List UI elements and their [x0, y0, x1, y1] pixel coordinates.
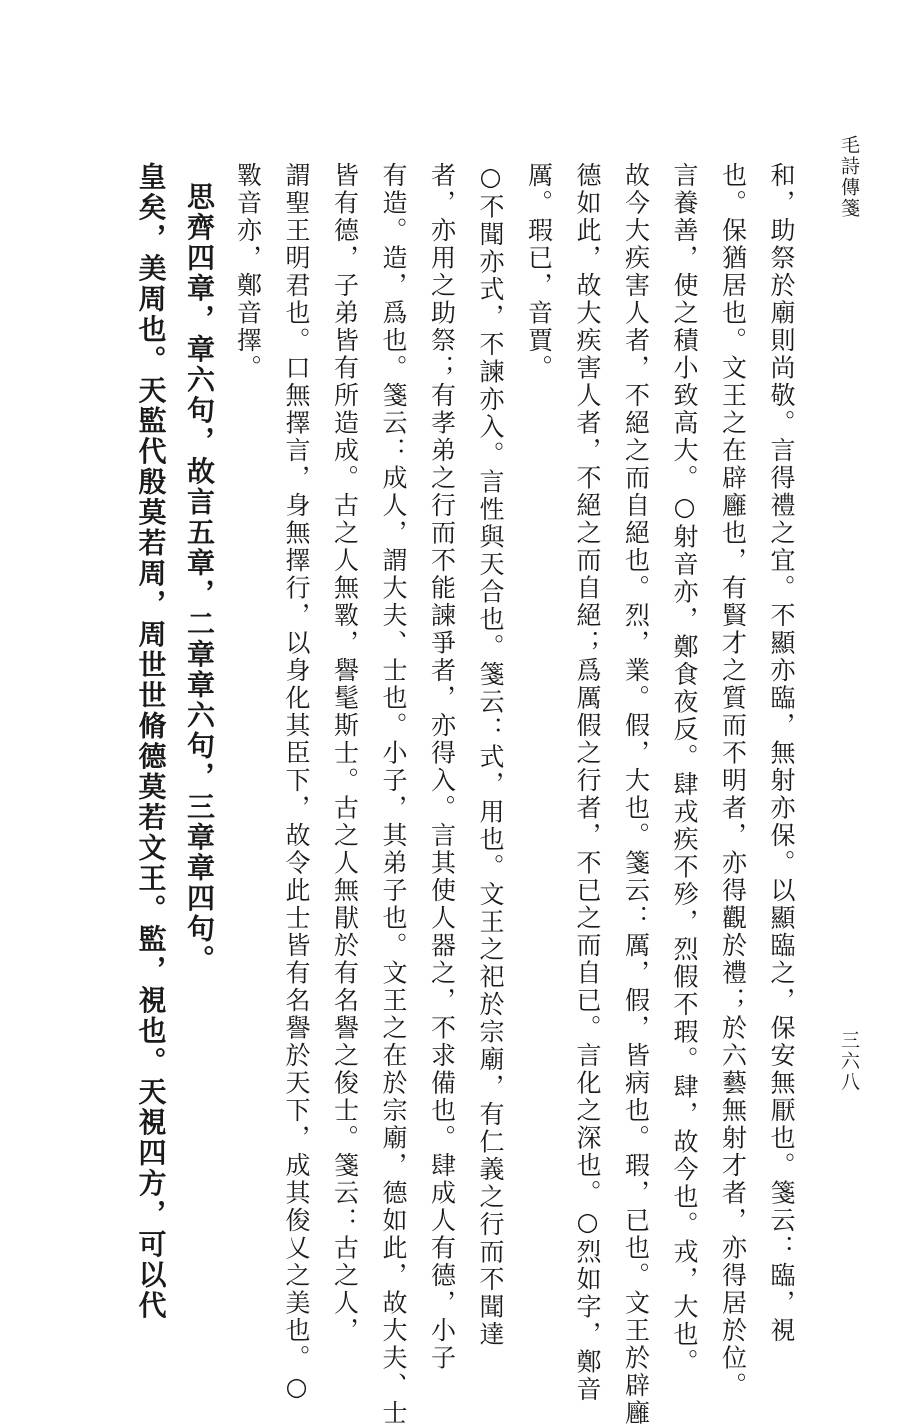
text-column: 言養善，使之積小致高大。○射音亦，鄭食夜反。肆戎疾不殄，烈假不瑕。肆，故今也。戎，大也。	[670, 162, 699, 1376]
text-column: 和，助祭於廟則尚敬。言得禮之宜。不顯亦臨，無射亦保。以顯臨之，保安無厭也。箋云：臨，視	[767, 162, 796, 1345]
text-column: 德如此，故大疾害人者，不絕之而自絕；爲厲假之行者，不已之而自已。言化之深也。○烈如字，鄭音	[573, 162, 602, 1404]
text-column: 厲。瑕已，音賈。	[524, 162, 554, 382]
text-column: 皆有德，子弟皆有所造成。古之人無斁，譽髦斯士。古之人無猒於有名譽之俊士。箋云：古之人，	[330, 162, 360, 1345]
text-column: 謂聖王明君也。口無擇言，身無擇行，以身化其臣下，故令此士皆有名譽於天下，成其俊乂之美也。○	[282, 162, 311, 1404]
text-column: 也。保猶居也。文王之在辟廱也，有賢才之質而不明者，亦得觀於禮；於六藝無射才者，亦得居於位。	[718, 162, 748, 1400]
classical-text-body	[126, 162, 805, 1427]
text-column: 斁音亦，鄭音擇。	[233, 162, 263, 382]
text-column: 故今大疾害人者，不絕之而自絕也。烈，業。假，大也。箋云：厲，假，皆病也。瑕，已也。文王於辟廱	[621, 162, 651, 1427]
text-column: ○不聞亦式，不諫亦入。言性與天合也。箋云：式，用也。文王之祀於宗廟，有仁義之行而不聞達	[476, 162, 505, 1349]
text-column: 者，亦用之助祭；有孝弟之行而不能諫爭者，亦得入。言其使人器之，不求備也。肆成人有德，小子	[427, 162, 457, 1372]
preface-heading: 皇矣，美周也。天監代殷莫若周，周世世脩德莫若文王。監，視也。天視四方，可以代	[134, 162, 168, 1321]
text-column: 有造。造，爲也。箋云：成人，謂大夫、士也。小子，其弟子也。文王之在於宗廟，德如此，故大夫、士	[379, 162, 408, 1427]
chapter-summary: 思齊四章，章六句，故言五章，二章章六句，三章章四句。	[183, 182, 216, 975]
book-title: 毛詩傳箋	[838, 135, 860, 219]
page-number: 三六八	[838, 1030, 860, 1093]
